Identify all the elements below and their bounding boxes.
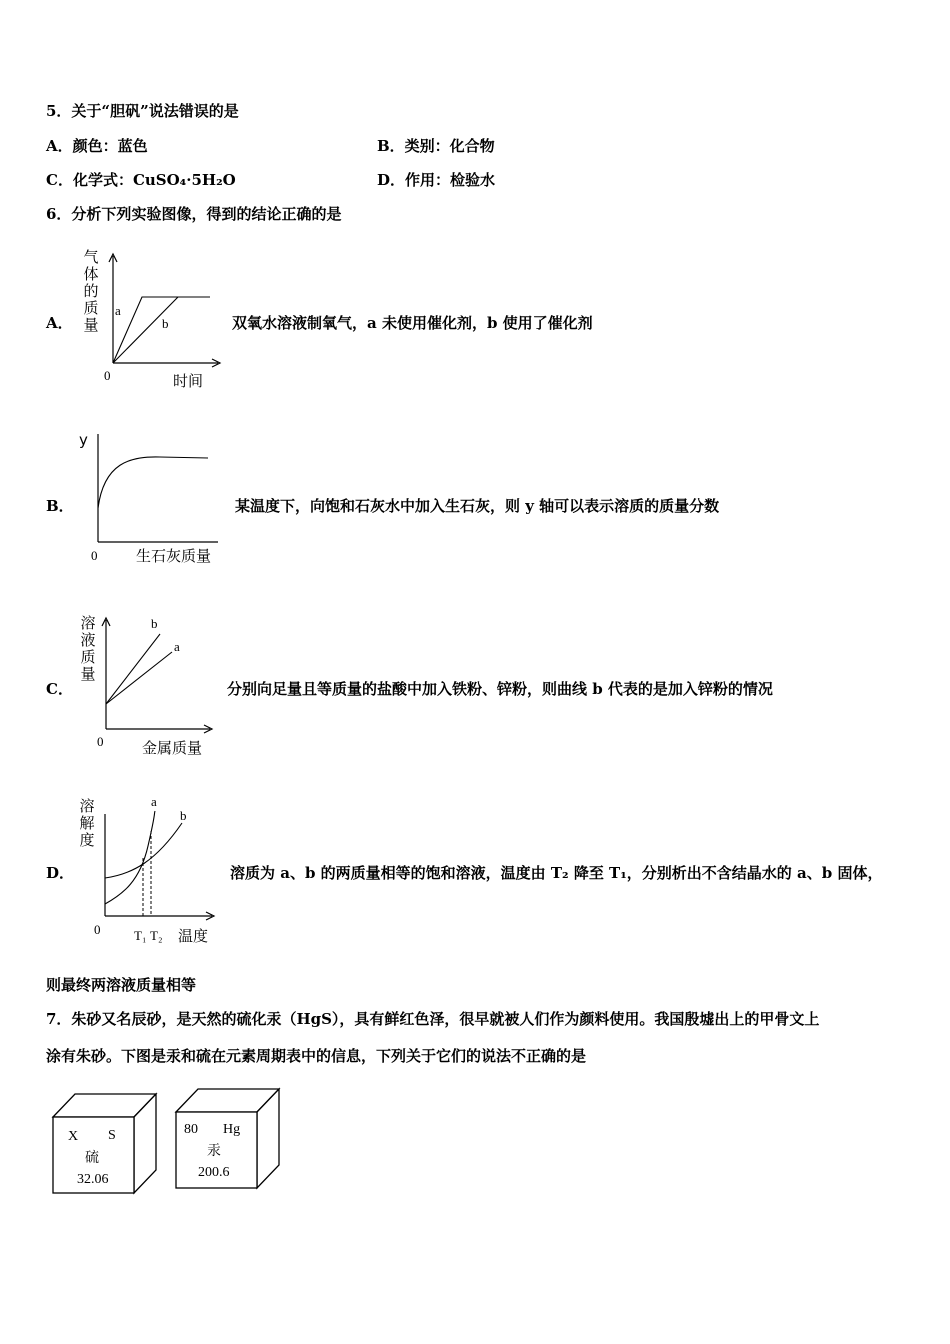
q6-option-a-text: 双氧水溶液制氧气，a 未使用催化剂，b 使用了催化剂 bbox=[232, 314, 593, 332]
q6c-graph bbox=[98, 612, 218, 737]
mercury-atomic-mass: 200.6 bbox=[198, 1165, 230, 1180]
mercury-name: 汞 bbox=[207, 1143, 221, 1159]
q6a-line-b-label: b bbox=[162, 316, 169, 331]
q6b-x-axis-label: 生石灰质量 bbox=[136, 547, 212, 565]
q7-stem-line2: 涂有朱砂。下图是汞和硫在元素周期表中的信息，下列关于它们的说法不正确的是 bbox=[46, 1047, 587, 1065]
q6b-origin-label: 0 bbox=[91, 548, 98, 563]
q6-option-c-letter: C． bbox=[46, 680, 73, 698]
q6-option-d-letter: D． bbox=[46, 864, 75, 882]
q5-option-c: C．化学式：CuSO₄·5H₂O bbox=[46, 171, 236, 189]
q6a-origin-label: 0 bbox=[104, 368, 111, 383]
q6d-curve-a bbox=[105, 811, 155, 904]
sulfur-atomic-number: X bbox=[68, 1129, 79, 1144]
q6c-line-a bbox=[106, 652, 172, 704]
q5-option-d: D．作用：检验水 bbox=[377, 171, 496, 189]
q7-stem-line1: 7．朱砂又名辰砂，是天然的硫化汞（HgS），具有鲜红色泽，很早就被人们作为颜料使用。我国殷墟出上的甲骨文上 bbox=[46, 1010, 820, 1028]
q6d-t2-label: T₂ bbox=[150, 928, 163, 943]
q6b-y-axis-label: y bbox=[79, 431, 88, 449]
q6a-y-axis-label: 气体的质量 bbox=[83, 248, 99, 334]
q6-option-d-text: 溶质为 a、b 的两质量相等的饱和溶液，温度由 T₂ 降至 T₁，分别析出不含结晶水的 a、b 固体， bbox=[230, 864, 883, 882]
q6a-line-a-label: a bbox=[115, 303, 121, 318]
sulfur-symbol: S bbox=[108, 1128, 116, 1143]
mercury-symbol: Hg bbox=[223, 1122, 241, 1137]
q6-option-b-text: 某温度下，向饱和石灰水中加入生石灰，则 y 轴可以表示溶质的质量分数 bbox=[235, 497, 720, 515]
q6d-graph bbox=[98, 796, 218, 921]
q6c-x-axis-label: 金属质量 bbox=[142, 739, 203, 757]
q6d-curve-b-label: b bbox=[180, 808, 187, 823]
q6c-line-a-label: a bbox=[174, 639, 180, 654]
q5-option-b: B．类别：化合物 bbox=[377, 137, 495, 155]
q6-option-c-text: 分别向足量且等质量的盐酸中加入铁粉、锌粉，则曲线 b 代表的是加入锌粉的情况 bbox=[227, 680, 773, 698]
q6-option-a-letter: A． bbox=[46, 314, 73, 332]
q6c-y-axis-label: 溶液质量 bbox=[80, 614, 96, 683]
q6a-x-axis-label: 时间 bbox=[173, 372, 204, 390]
q6d-y-axis-label: 溶解度 bbox=[79, 797, 95, 849]
q6d-curve-a-label: a bbox=[151, 794, 157, 809]
q6b-graph bbox=[90, 428, 220, 548]
q6c-origin-label: 0 bbox=[97, 734, 104, 749]
q6d-origin-label: 0 bbox=[94, 922, 101, 937]
q6b-curve bbox=[98, 457, 208, 508]
mercury-atomic-number: 80 bbox=[184, 1122, 198, 1137]
q6c-line-b-label: b bbox=[151, 616, 158, 631]
q6c-line-b bbox=[106, 634, 160, 704]
q6-option-d-continuation: 则最终两溶液质量相等 bbox=[46, 976, 197, 994]
q6d-t1-label: T₁ bbox=[134, 928, 147, 943]
sulfur-name: 硫 bbox=[85, 1150, 99, 1166]
q5-option-a: A．颜色：蓝色 bbox=[46, 137, 148, 155]
q6d-x-axis-label: 温度 bbox=[178, 927, 209, 945]
q6-option-b-letter: B． bbox=[46, 497, 74, 515]
q5-stem: 5．关于“胆矾”说法错误的是 bbox=[46, 102, 239, 120]
sulfur-atomic-mass: 32.06 bbox=[77, 1172, 109, 1187]
q6-stem: 6．分析下列实验图像，得到的结论正确的是 bbox=[46, 205, 342, 223]
